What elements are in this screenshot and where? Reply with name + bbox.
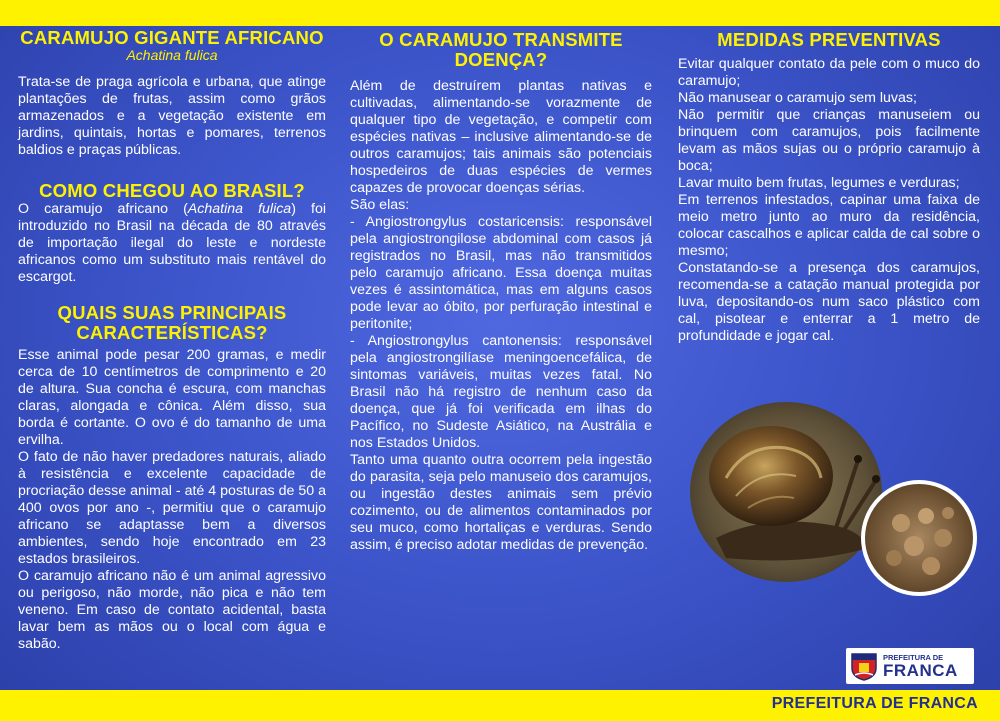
footer-label: PREFEITURA DE FRANCA bbox=[771, 695, 978, 712]
prevention-item-5: Em terrenos infestados, capinar uma faixa de meio metro junto ao muro da residência, colocar cascalhos e aplicar calda de cal sobre o mesmo; bbox=[678, 192, 980, 259]
arrival-paragraph: O caramujo africano (Achatina fulica) foi introduzido no Brasil na década de 80 através de importação ilegal do leste e nordeste africanos como um substituto mais rentável do escargot. bbox=[18, 201, 326, 285]
species-name: Achatina fulica bbox=[126, 47, 218, 63]
disease-paragraph-4: - Angiostrongylus cantonensis: responsável pela angiostrongilíase meningoencefálica, de sintomas variáveis, muitas vezes fatal. No Brasil não há registro de nenhum caso da doença, que já foi verificada em ilhas do Pacífico, no Sudeste Asiático, na Austrália e nos Estados Unidos. bbox=[350, 333, 652, 451]
prevention-item-6: Constatando-se a presença dos caramujos, recomenda-se a catação manual protegida por luva, depositando-os num saco plástico com cal, pisotear e enterrar a 1 metro de profundidade e jogar cal. bbox=[678, 260, 980, 344]
prevention-item-4: Lavar muito bem frutas, legumes e verduras; bbox=[678, 175, 960, 191]
heading-traits: QUAIS SUAS PRINCIPAIS CARACTERÍSTICAS? bbox=[57, 302, 287, 343]
column-left bbox=[18, 0, 326, 653]
city-crest-icon bbox=[850, 651, 878, 681]
arrival-species-name: Achatina fulica bbox=[187, 201, 292, 217]
logo-line-2: FRANCA bbox=[883, 660, 958, 680]
prefeitura-logo bbox=[846, 648, 974, 684]
column-right bbox=[678, 0, 980, 345]
disease-paragraph-2: São elas: bbox=[350, 197, 410, 213]
prevention-item-2: Não manusear o caramujo sem luvas; bbox=[678, 90, 917, 106]
heading-arrival: COMO CHEGOU AO BRASIL? bbox=[39, 180, 305, 201]
prevention-item-3: Não permitir que crianças manuseiem ou brinquem com caramujos, pois facilmente levam as mãos sujas ou o próprio caramujo à boca; bbox=[678, 107, 980, 174]
disease-paragraph-3: - Angiostrongylus costaricensis: responsável pela angiostrongilose abdominal com casos já registrados no Brasil, mas não transmitidos pelo caramujo africano. Essa doença muitas vezes é assintomática, mas em alguns casos pode levar ao óbito, por perfuração intestinal e peritonite; bbox=[350, 214, 652, 332]
column-middle bbox=[350, 0, 652, 554]
title-caramujo-gigante: CARAMUJO GIGANTE AFRICANO bbox=[20, 27, 324, 48]
traits-paragraph-2: O fato de não haver predadores naturais, aliado à resistência e excelente capacidade de procriação desse animal - até 4 posturas de 50 a 400 ovos por ano -, permitiu que o caramujo africano se adaptasse bem a diversos ambientes, sendo hoje encontrado em 23 estados brasileiros. bbox=[18, 449, 326, 567]
traits-paragraph-3: O caramujo africano não é um animal agressivo ou perigoso, não morde, não pica e não tem veneno. Em caso de contato acidental, basta lavar bem as mãos ou o local com água e sabão. bbox=[18, 568, 326, 652]
disease-paragraph-1: Além de destruírem plantas nativas e cultivadas, alimentando-se vorazmente de qualquer tipo de vegetação, e competir com espécies nativas – inclusive alimentando-se de outros caramujos; tais animais são potenciais hospedeiros de duas espécies de vermes capazes de provocar doenças sérias. bbox=[350, 78, 652, 196]
disease-paragraph-5: Tanto uma quanto outra ocorrem pela ingestão do parasita, seja pelo manuseio dos caramujos, ou ingestão destes animais sem prévio cozimento, ou de alimentos contaminados por seu muco, como hortaliças e verduras. Sendo assim, é preciso adotar medidas de prevenção. bbox=[350, 452, 652, 553]
prevention-item-1: Evitar qualquer contato da pele com o muco do caramujo; bbox=[678, 56, 980, 89]
traits-paragraph-1: Esse animal pode pesar 200 gramas, e medir cerca de 10 centímetros de comprimento e 20 de altura. Sua concha é escura, com manchas claras, alongada e cônica. Além disso, sua borda é cortante. O ovo é do tamanho de uma ervilha. bbox=[18, 347, 326, 448]
logo-line-1: PREFEITURA DE bbox=[883, 652, 944, 662]
title-medidas-preventivas: MEDIDAS PREVENTIVAS bbox=[717, 29, 941, 50]
intro-paragraph: Trata-se de praga agrícola e urbana, que atinge plantações de frutas, assim como grãos armazenados e a vegetação existente em jardins, quintais, hortas e pomares, terrenos baldios e praças públicas. bbox=[18, 74, 326, 158]
snail-photo bbox=[686, 388, 978, 600]
title-transmite-doenca: O CARAMUJO TRANSMITE DOENÇA? bbox=[379, 29, 623, 70]
